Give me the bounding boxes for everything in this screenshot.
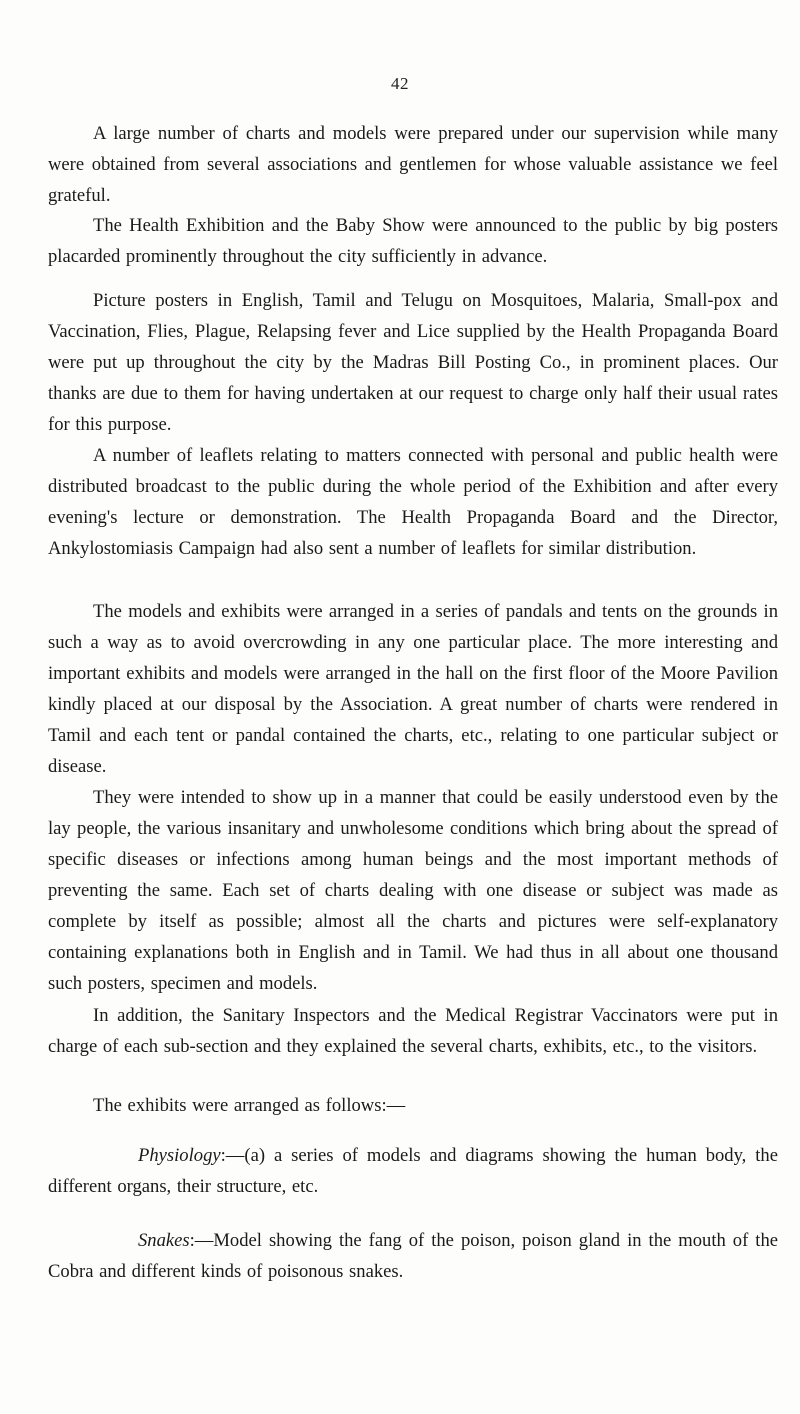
paragraph-text: The Health Exhibition and the Baby Show were announced to the public by big posters placarded prominently throughout the city sufficiently in advance. [48, 215, 778, 267]
exhibit-item-text [48, 1140, 778, 1202]
paragraph-text: A number of leaflets relating to matters connected with personal and public health were distributed broadcast to the public during the whole period of the Exhibition and after every evening's lecture or demonstration. The Health Propaganda Board and the Director, Ankylostomiasis Campaign had also sent a number of leaflets for similar distribution. [48, 445, 778, 559]
exhibit-label: Physiology [138, 1145, 221, 1166]
paragraph-text: The models and exhibits were arranged in a series of pandals and tents on the grounds in such a way as to avoid overcrowding in any one particular place. The more interesting and important exhibits and models were arranged in the hall on the first floor of the Moore Pavilion kindly placed at our disposal by the Association. A great number of charts were rendered in Tamil and each tent or pandal contained the charts, etc., relating to one particular subject or disease. [48, 601, 778, 777]
exhibit-label: Snakes [138, 1230, 190, 1251]
paragraph-text: They were intended to show up in a manner that could be easily understood even by the lay people, the various insanitary and unwholesome conditions which bring about the spread of specific diseases or infections among human beings and the most important methods of preventing the same. Each set of charts dealing with one disease or subject was made as complete by itself as possible; almost all the charts and pictures were self-explanatory containing explanations both in English and in Tamil. We had thus in all about one thousand such posters, specimen and models. [48, 787, 778, 994]
paragraph-text: In addition, the Sanitary Inspectors and the Medical Registrar Vaccinators were put in charge of each sub-section and they explained the several charts, exhibits, etc., to the visitors. [48, 1005, 778, 1057]
paragraph-intended [48, 782, 778, 999]
paragraph-models-exhibits [48, 596, 778, 782]
paragraph-sanitary-inspectors [48, 1000, 778, 1062]
page-number: 42 [391, 74, 409, 93]
paragraph-leaflets [48, 440, 778, 564]
paragraph-text: The exhibits were arranged as follows:— [93, 1095, 406, 1116]
exhibit-description: :—(a) a series of models and diagrams showing the human body, the different organs, their structure, etc. [48, 1145, 778, 1197]
paragraph-picture-posters [48, 285, 778, 440]
exhibit-item-snakes [48, 1225, 778, 1287]
paragraph-charts-models [48, 118, 778, 211]
exhibit-description: :—Model showing the fang of the poison, poison gland in the mouth of the Cobra and different kinds of poisonous snakes. [48, 1230, 778, 1282]
paragraph-health-exhibition [48, 210, 778, 272]
paragraph-text: Picture posters in English, Tamil and Telugu on Mosquitoes, Malaria, Small-pox and Vaccination, Flies, Plague, Relapsing fever and Lice supplied by the Health Propaganda Board were put up throughout the city by the Madras Bill Posting Co., in prominent places. Our thanks are due to them for having undertaken at our request to charge only half their usual rates for this purpose. [48, 290, 778, 435]
exhibit-item-physiology [48, 1140, 778, 1202]
paragraph-arranged-as-follows [48, 1090, 778, 1121]
paragraph-text: A large number of charts and models were prepared under our supervision while many were obtained from several associations and gentlemen for whose valuable assistance we feel grateful. [48, 123, 778, 206]
exhibit-item-text [48, 1225, 778, 1287]
